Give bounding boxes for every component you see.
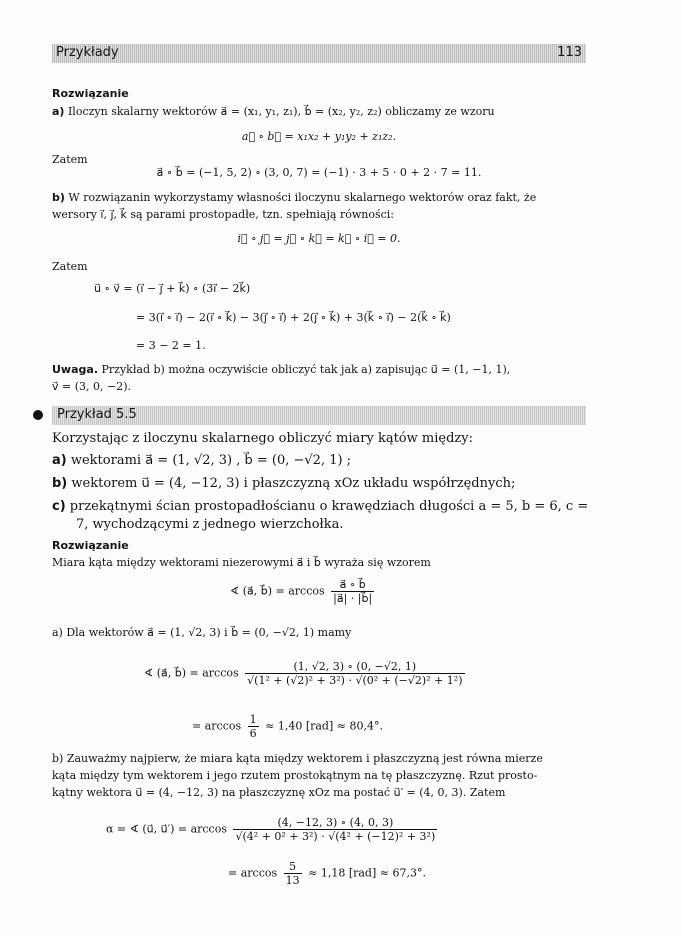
task-item-c-cont: 7, wychodzącymi z jednego wierzchołka. xyxy=(76,517,344,532)
fraction-denominator: 6 xyxy=(249,727,257,740)
task-label-c: c) xyxy=(52,499,66,514)
fraction-numerator: 1 xyxy=(249,713,257,726)
running-header xyxy=(52,44,586,63)
header-section-title: Przykłady xyxy=(56,45,119,60)
task-text-a: wektorami a⃗ = (1, √2, 3) , b⃗ = (0, −√2, 1) ; xyxy=(70,453,352,468)
calc-line-1: u⃗ ∘ v⃗ = (i⃗ − j⃗ + k⃗) ∘ (3i⃗ − 2k⃗) xyxy=(94,282,251,295)
page-number: 113 xyxy=(557,45,582,60)
formula-angle-general-lhs: ∢ (a⃗, b⃗) = arccos xyxy=(230,584,325,598)
formula-angle-a-result xyxy=(192,713,383,740)
part-b-solution-line1: b) Zauważmy najpierw, że miara kąta między wektorem i płaszczyzną jest równa mierze xyxy=(52,752,543,765)
formula-angle-b xyxy=(106,816,440,843)
fraction-numerator: (1, √2, 3) ∘ (0, −√2, 1) xyxy=(293,660,417,673)
fraction-numerator: a⃗ ∘ b⃗ xyxy=(339,578,366,591)
solution-heading-2: Rozwiązanie xyxy=(52,539,129,552)
part-b-text-line1 xyxy=(52,191,536,204)
fraction xyxy=(248,713,259,740)
bullet-dot-icon xyxy=(33,410,43,420)
fraction-denominator: 13 xyxy=(285,874,300,887)
fraction xyxy=(331,578,374,605)
uwaga-line1 xyxy=(52,363,510,376)
task-item-a xyxy=(52,453,351,468)
calc-line-2: = 3(i⃗ ∘ i⃗) − 2(i⃗ ∘ k⃗) − 3(j⃗ ∘ i⃗) + 2(j⃗ ∘ k⃗) + 3(k⃗ ∘ i⃗) − 2(k⃗ ∘ k⃗) xyxy=(136,311,451,324)
formula-dot-product-calc: a⃗ ∘ b⃗ = (−1, 5, 2) ∘ (3, 0, 7) = (−1) · 3 + 5 · 0 + 2 · 7 = 11. xyxy=(156,166,482,179)
part-b-body-1: W rozwiązanin wykorzystamy własności iloczynu skalarnego wektorów oraz fakt, że xyxy=(68,191,537,204)
calc-line-3: = 3 − 2 = 1. xyxy=(136,339,206,352)
angle-formula-intro: Miara kąta między wektorami niezerowymi a⃗ i b⃗ wyraża się wzorem xyxy=(52,556,431,569)
formula-orthogonality: i⃗ ∘ j⃗ = j⃗ ∘ k⃗ = k⃗ ∘ i⃗ = 0. xyxy=(237,232,401,245)
example-title: Przykład 5.5 xyxy=(57,407,137,422)
fraction-denominator: |a⃗| · |b⃗| xyxy=(333,592,373,605)
fraction xyxy=(284,860,302,887)
zatem-2: Zatem xyxy=(52,260,88,273)
fraction-numerator: (4, −12, 3) ∘ (4, 0, 3) xyxy=(277,816,394,829)
fraction xyxy=(245,660,464,687)
part-b-text-line2: wersory i⃗, j⃗, k⃗ są parami prostopadłe, tzn. spełniają równości: xyxy=(52,208,394,221)
formula-angle-general xyxy=(230,578,377,605)
zatem-1: Zatem xyxy=(52,153,88,166)
formula-angle-b-result-rhs: ≈ 1,18 [rad] ≈ 67,3°. xyxy=(308,866,426,880)
formula-angle-a xyxy=(144,660,468,687)
formula-angle-a-lhs: ∢ (a⃗, b⃗) = arccos xyxy=(144,666,239,680)
part-a-body: Iloczyn skalarny wektorów a⃗ = (x₁, y₁, z₁), b⃗ = (x₂, y₂, z₂) obliczamy ze wzoru xyxy=(67,105,495,118)
task-item-b xyxy=(52,476,515,491)
formula-angle-b-lhs: α = ∢ (u⃗, u⃗′) = arccos xyxy=(106,822,227,836)
fraction-numerator: 5 xyxy=(289,860,297,873)
formula-angle-a-result-rhs: ≈ 1,40 [rad] ≈ 80,4°. xyxy=(265,719,383,733)
fraction-denominator: √(4² + 0² + 3²) · √(4² + (−12)² + 3²) xyxy=(235,830,436,843)
part-a-text xyxy=(52,105,495,118)
uwaga-label: Uwaga. xyxy=(52,363,98,376)
uwaga-line2: v⃗ = (3, 0, −2). xyxy=(52,380,131,393)
formula-dot-product-def: a⃗ ∘ b⃗ = x₁x₂ + y₁y₂ + z₁z₂. xyxy=(241,130,397,143)
task-item-c xyxy=(52,499,588,514)
example-intro: Korzystając z iloczynu skalarnego obliczyć miary kątów między: xyxy=(52,431,473,446)
task-text-b: wektorem u⃗ = (4, −12, 3) i płaszczyzną xOz układu współrzędnych; xyxy=(71,476,516,491)
uwaga-body: Przykład b) można oczywiście obliczyć tak jak a) zapisując u⃗ = (1, −1, 1), xyxy=(101,363,511,376)
fraction-denominator: √(1² + (√2)² + 3²) · √(0² + (−√2)² + 1²) xyxy=(247,674,463,687)
solution-heading-1: Rozwiązanie xyxy=(52,87,129,100)
fraction xyxy=(233,816,437,843)
formula-angle-a-result-lhs: = arccos xyxy=(192,719,242,733)
part-b-solution-line3: kątny wektora u⃗ = (4, −12, 3) na płaszczyznę xOz ma postać u⃗′ = (4, 0, 3). Zatem xyxy=(52,786,506,799)
part-b-solution-line2: kąta między tym wektorem i jego rzutem prostokątnym na tę płaszczyznę. Rzut prosto- xyxy=(52,769,538,782)
task-text-c: przekątnymi ścian prostopadłościanu o krawędziach długości a = 5, b = 6, c = xyxy=(69,499,589,514)
formula-angle-b-result-lhs: = arccos xyxy=(228,866,278,880)
part-b-label: b) xyxy=(52,191,65,204)
task-label-a: a) xyxy=(52,453,67,468)
task-label-b: b) xyxy=(52,476,68,491)
part-a-label: a) xyxy=(52,105,65,118)
formula-angle-b-result xyxy=(228,860,426,887)
part-a-vectors-line: a) Dla wektorów a⃗ = (1, √2, 3) i b⃗ = (0, −√2, 1) mamy xyxy=(52,626,352,639)
example-title-bar xyxy=(52,406,586,425)
